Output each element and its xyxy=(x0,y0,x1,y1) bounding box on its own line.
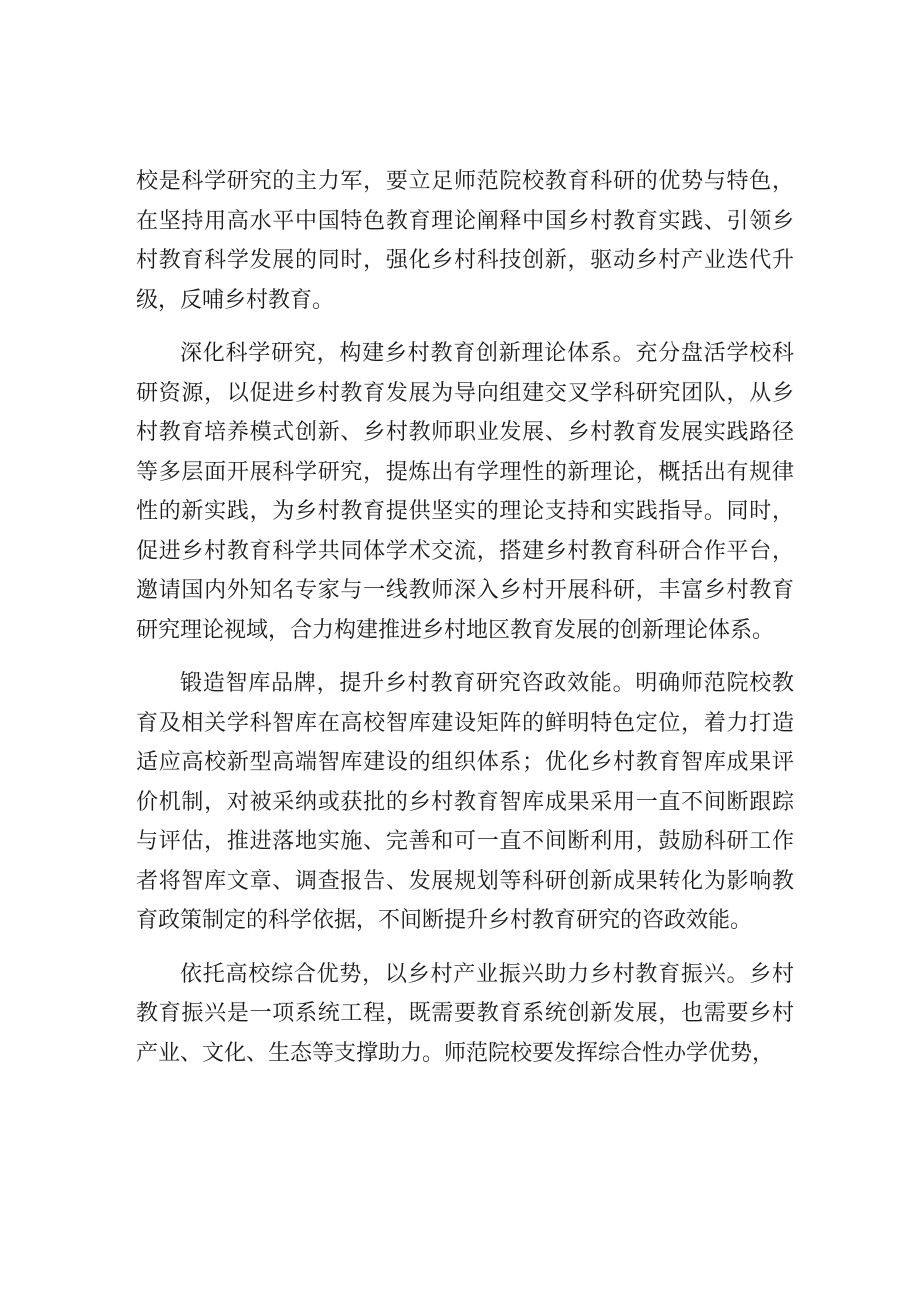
paragraph-3: 锻造智库品牌，提升乡村教育研究咨政效能。明确师范院校教育及相关学科智库在高校智库建设矩阵的鲜明特色定位，着力打造适应高校新型高端智库建设的组织体系；优化乡村教育智库成果评价机制，对被采纳或获批的乡村教育智库成果采用一直不间断跟踪与评估，推进落地实施、完善和可一直不间断利用，鼓励科研工作者将智库文章、调查报告、发展规划等科研创新成果转化为影响教育政策制定的科学依据，不间断提升乡村教育研究的咨政效能。 xyxy=(136,671,794,933)
document-body xyxy=(136,162,794,1087)
paragraph-1: 校是科学研究的主力军，要立足师范院校教育科研的优势与特色，在坚持用高水平中国特色教育理论阐释中国乡村教育实践、引领乡村教育科学发展的同时，强化乡村科技创新，驱动乡村产业迭代升级，反哺乡村教育。 xyxy=(136,169,794,313)
paragraph-2: 深化科学研究，构建乡村教育创新理论体系。充分盘活学校科研资源，以促进乡村教育发展为导向组建交叉学科研究团队，从乡村教育培养模式创新、乡村教师职业发展、乡村教育发展实践路径等多层面开展科学研究，提炼出有学理性的新理论，概括出有规律性的新实践，为乡村教育提供坚实的理论支持和实践指导。同时，促进乡村教育科学共同体学术交流，搭建乡村教育科研合作平台，邀请国内外知名专家与一线教师深入乡村开展科研，丰富乡村教育研究理论视域，合力构建推进乡村地区教育发展的创新理论体系。 xyxy=(136,341,794,643)
paragraph-4: 依托高校综合优势，以乡村产业振兴助力乡村教育振兴。乡村教育振兴是一项系统工程，既需要教育系统创新发展，也需要乡村产业、文化、生态等支撑助力。师范院校要发挥综合性办学优势， xyxy=(136,961,794,1066)
